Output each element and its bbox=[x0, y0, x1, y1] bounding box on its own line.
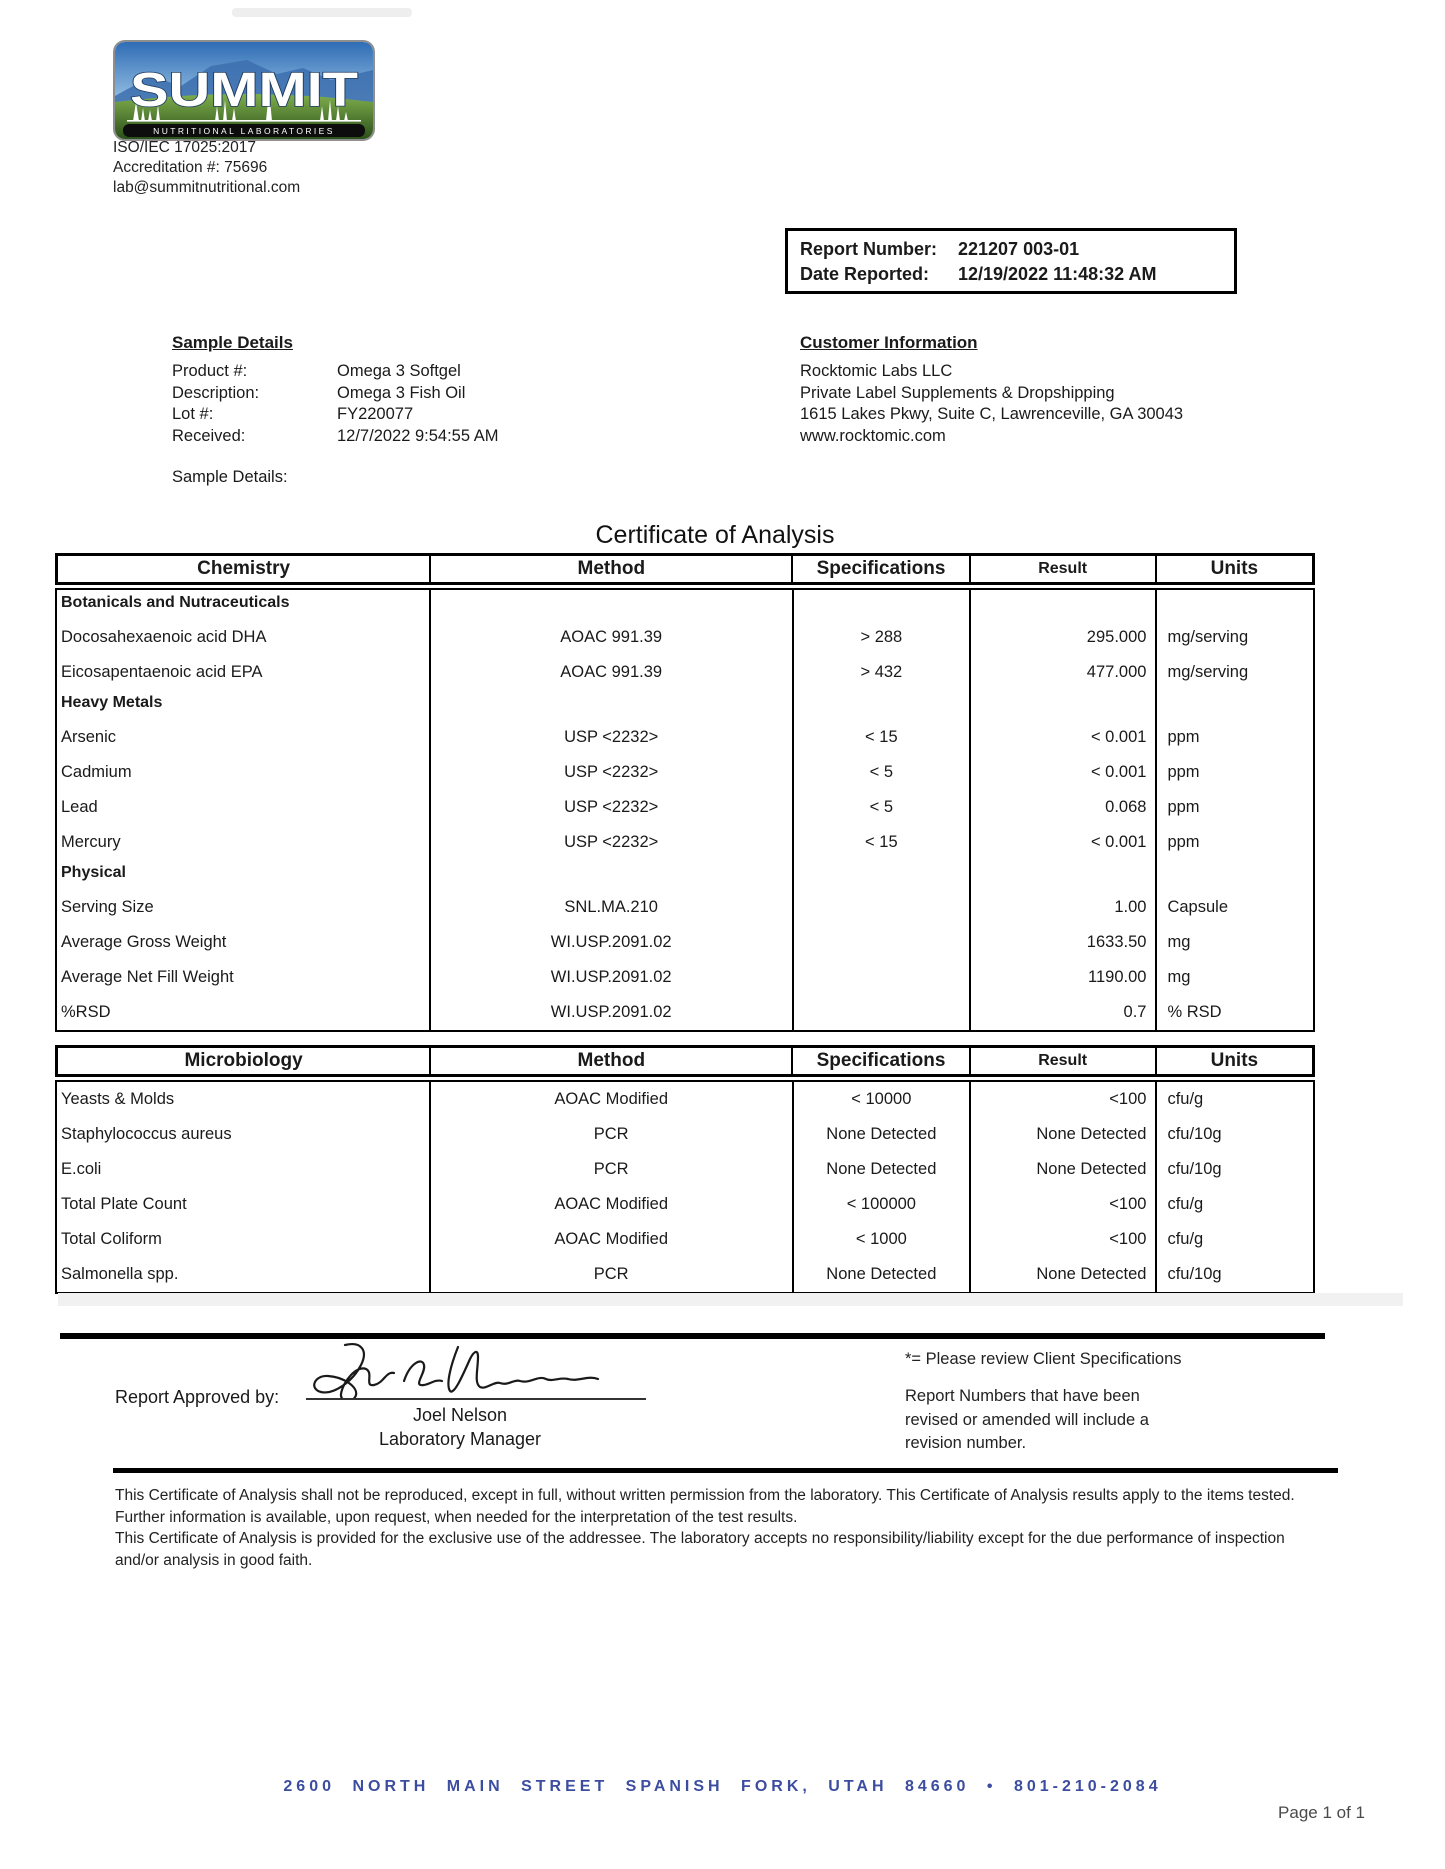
customer-line: 1615 Lakes Pkwy, Suite C, Lawrenceville, GA 30043 bbox=[800, 405, 1184, 423]
table-cell: USP <2232> bbox=[429, 720, 792, 755]
signature-image bbox=[295, 1337, 625, 1399]
table-row bbox=[57, 1187, 1313, 1222]
table-cell: mg bbox=[1155, 925, 1313, 960]
microbiology-table bbox=[55, 1045, 1315, 1294]
sample-details-extra-label: Sample Details: bbox=[172, 468, 288, 486]
table-cell: < 5 bbox=[792, 790, 969, 825]
table-cell: 477.000 bbox=[969, 655, 1155, 690]
lab-email: lab@summitnutritional.com bbox=[113, 179, 301, 196]
revision-note: Report Numbers that have been revised or amended will include a revision number. bbox=[905, 1387, 1149, 1452]
table-cell: USP <2232> bbox=[429, 825, 792, 860]
table-cell: Average Net Fill Weight bbox=[61, 968, 234, 986]
table-cell bbox=[792, 590, 969, 620]
client-specifications-note: *= Please review Client Specifications bbox=[905, 1350, 1182, 1368]
date-reported-label: Date Reported: bbox=[800, 263, 930, 284]
table-cell: < 5 bbox=[792, 755, 969, 790]
table-cell bbox=[792, 890, 969, 925]
signature-line bbox=[306, 1398, 646, 1400]
table-cell: None Detected bbox=[792, 1257, 969, 1292]
table-cell: AOAC Modified bbox=[429, 1082, 792, 1117]
divider-rule-bottom bbox=[113, 1468, 1338, 1473]
page-number: Page 1 of 1 bbox=[1278, 1803, 1365, 1822]
signer-name: Joel Nelson bbox=[412, 1405, 508, 1425]
table-cell bbox=[792, 960, 969, 995]
table-cell: 1190.00 bbox=[969, 960, 1155, 995]
table-cell: Eicosapentaenoic acid EPA bbox=[61, 663, 263, 681]
sample-field-row bbox=[172, 404, 642, 426]
table-cell: ppm bbox=[1155, 825, 1313, 860]
report-number-label: Report Number: bbox=[800, 238, 938, 259]
summit-logo bbox=[113, 40, 375, 141]
table-cell: Yeasts & Molds bbox=[61, 1090, 175, 1108]
column-header: Chemistry bbox=[197, 558, 291, 579]
table-cell: Serving Size bbox=[61, 898, 154, 916]
table-cell: cfu/10g bbox=[1155, 1117, 1313, 1152]
table-row bbox=[57, 1082, 1313, 1117]
table-cell bbox=[429, 690, 792, 720]
table-row bbox=[57, 1222, 1313, 1257]
table-cell: Arsenic bbox=[61, 728, 117, 746]
accreditation-line: Accreditation #: 75696 bbox=[113, 159, 268, 176]
table-cell: Cadmium bbox=[61, 763, 132, 781]
field-value: FY220077 bbox=[337, 405, 414, 423]
table-cell bbox=[792, 925, 969, 960]
column-header: Specifications bbox=[791, 1048, 968, 1074]
table-cell: mg bbox=[1155, 960, 1313, 995]
table-cell bbox=[792, 995, 969, 1030]
table-cell: E.coli bbox=[61, 1160, 102, 1178]
field-label: Description: bbox=[172, 383, 260, 402]
table-row bbox=[57, 995, 1313, 1030]
table-cell: Total Plate Count bbox=[61, 1195, 187, 1213]
table-cell: <100 bbox=[969, 1082, 1155, 1117]
signer-title: Laboratory Manager bbox=[378, 1429, 542, 1449]
table-cell: cfu/10g bbox=[1155, 1257, 1313, 1292]
table-cell: ppm bbox=[1155, 790, 1313, 825]
iso-line: ISO/IEC 17025:2017 bbox=[113, 139, 257, 156]
logo-tagline: NUTRITIONAL LABORATORIES bbox=[153, 126, 335, 136]
customer-line: Rocktomic Labs LLC bbox=[800, 362, 953, 380]
disclaimer-text bbox=[115, 1485, 1315, 1571]
report-approved-by-label: Report Approved by: bbox=[115, 1387, 280, 1407]
column-header: Microbiology bbox=[184, 1050, 303, 1071]
table-cell: ppm bbox=[1155, 755, 1313, 790]
table-cell bbox=[1155, 690, 1313, 720]
table-cell: Docosahexaenoic acid DHA bbox=[61, 628, 267, 646]
table-cell bbox=[969, 860, 1155, 890]
sample-field-row bbox=[172, 383, 642, 405]
table-cell: mg/serving bbox=[1155, 620, 1313, 655]
sample-details-section bbox=[172, 333, 642, 447]
table-cell: WI.USP.2091.02 bbox=[429, 995, 792, 1030]
table-cell: AOAC 991.39 bbox=[429, 655, 792, 690]
table-cell bbox=[429, 590, 792, 620]
table-cell: AOAC Modified bbox=[429, 1222, 792, 1257]
table-cell: AOAC 991.39 bbox=[429, 620, 792, 655]
table-cell: < 0.001 bbox=[969, 755, 1155, 790]
table-cell: Heavy Metals bbox=[61, 694, 163, 711]
table-cell: 1633.50 bbox=[969, 925, 1155, 960]
table-row bbox=[57, 1117, 1313, 1152]
table-cell: > 432 bbox=[792, 655, 969, 690]
table-cell: < 1000 bbox=[792, 1222, 969, 1257]
table-cell bbox=[969, 590, 1155, 620]
sample-field-row bbox=[172, 361, 642, 383]
field-label: Lot #: bbox=[172, 405, 214, 423]
customer-info-section bbox=[800, 333, 1360, 447]
table-cell: Botanicals and Nutraceuticals bbox=[61, 594, 290, 611]
column-header: Method bbox=[429, 1048, 791, 1074]
table-cell: mg/serving bbox=[1155, 655, 1313, 690]
column-header: Units bbox=[1155, 556, 1312, 582]
table-cell: 295.000 bbox=[969, 620, 1155, 655]
sample-details-title: Sample Details bbox=[172, 333, 293, 352]
report-number-value: 221207 003-01 bbox=[958, 238, 1080, 259]
table-cell: 0.068 bbox=[969, 790, 1155, 825]
table-row bbox=[57, 755, 1313, 790]
table-cell bbox=[792, 860, 969, 890]
table-cell: USP <2232> bbox=[429, 755, 792, 790]
category-row bbox=[57, 690, 1313, 720]
table-cell: 1.00 bbox=[969, 890, 1155, 925]
table-cell: AOAC Modified bbox=[429, 1187, 792, 1222]
table-cell bbox=[792, 690, 969, 720]
table-cell: PCR bbox=[429, 1117, 792, 1152]
table-row bbox=[57, 620, 1313, 655]
table-cell: < 0.001 bbox=[969, 720, 1155, 755]
table-cell: cfu/g bbox=[1155, 1222, 1313, 1257]
table-cell: WI.USP.2091.02 bbox=[429, 925, 792, 960]
disclaimer-paragraph-1: This Certificate of Analysis shall not be reproduced, except in full, without written permission from the laboratory. This Certificate of Analysis results apply to the items tested. Further information is available, upon request, when needed for the interpretation of the test results. bbox=[115, 1487, 1295, 1526]
column-header: Result bbox=[969, 1048, 1155, 1074]
summit-logo-graphic bbox=[115, 42, 373, 139]
table-cell: <100 bbox=[969, 1187, 1155, 1222]
table-cell: WI.USP.2091.02 bbox=[429, 960, 792, 995]
field-label: Received: bbox=[172, 426, 246, 445]
table-row bbox=[57, 1257, 1313, 1292]
table-cell: Salmonella spp. bbox=[61, 1265, 179, 1283]
table-cell: cfu/g bbox=[1155, 1187, 1313, 1222]
divider-rule-top bbox=[60, 1333, 1325, 1339]
table-cell: Capsule bbox=[1155, 890, 1313, 925]
table-cell: SNL.MA.210 bbox=[429, 890, 792, 925]
logo-wordmark: SUMMIT bbox=[130, 64, 358, 117]
table-row bbox=[57, 825, 1313, 860]
customer-info-title: Customer Information bbox=[800, 333, 978, 352]
table-cell: USP <2232> bbox=[429, 790, 792, 825]
report-number-row bbox=[800, 237, 1222, 261]
date-reported-row bbox=[800, 262, 1222, 286]
field-value: Omega 3 Fish Oil bbox=[337, 383, 466, 402]
table-cell: %RSD bbox=[61, 1003, 111, 1021]
table-cell: ppm bbox=[1155, 720, 1313, 755]
customer-line: Private Label Supplements & Dropshipping bbox=[800, 383, 1115, 402]
table-cell: None Detected bbox=[792, 1152, 969, 1187]
table-row bbox=[57, 790, 1313, 825]
column-header: Result bbox=[969, 556, 1155, 582]
table-cell: > 288 bbox=[792, 620, 969, 655]
scan-artifact bbox=[232, 8, 412, 17]
table-cell: None Detected bbox=[792, 1117, 969, 1152]
chemistry-table-header bbox=[55, 553, 1315, 585]
table-cell: Physical bbox=[61, 864, 126, 881]
table-cell: 0.7 bbox=[969, 995, 1155, 1030]
table-cell: None Detected bbox=[969, 1257, 1155, 1292]
table-row bbox=[57, 925, 1313, 960]
column-header: Method bbox=[429, 556, 791, 582]
table-cell: None Detected bbox=[969, 1117, 1155, 1152]
chemistry-table bbox=[55, 553, 1315, 1032]
field-value: 12/7/2022 9:54:55 AM bbox=[337, 426, 499, 445]
table-shadow-band bbox=[58, 1293, 1403, 1306]
table-cell: < 100000 bbox=[792, 1187, 969, 1222]
sample-field-row bbox=[172, 426, 642, 448]
field-label: Product #: bbox=[172, 362, 248, 380]
table-cell: <100 bbox=[969, 1222, 1155, 1257]
table-row bbox=[57, 960, 1313, 995]
table-cell: Staphylococcus aureus bbox=[61, 1125, 232, 1143]
lab-info bbox=[113, 138, 300, 198]
chemistry-table-body bbox=[55, 588, 1315, 1032]
table-row bbox=[57, 890, 1313, 925]
table-cell bbox=[969, 690, 1155, 720]
table-cell: Mercury bbox=[61, 833, 121, 851]
table-row bbox=[57, 1152, 1313, 1187]
column-header: Specifications bbox=[791, 556, 968, 582]
microbiology-table-header bbox=[55, 1045, 1315, 1077]
table-row bbox=[57, 720, 1313, 755]
disclaimer-paragraph-2: This Certificate of Analysis is provided for the exclusive use of the addressee. The laboratory accepts no responsibility/liability except for the due performance of inspection and/or analysis in good faith. bbox=[115, 1530, 1285, 1569]
table-cell: Total Coliform bbox=[61, 1230, 162, 1248]
table-cell bbox=[429, 860, 792, 890]
table-cell: PCR bbox=[429, 1152, 792, 1187]
customer-website: www.rocktomic.com bbox=[800, 426, 946, 445]
table-cell: Average Gross Weight bbox=[61, 933, 227, 951]
table-row bbox=[57, 655, 1313, 690]
table-cell: < 0.001 bbox=[969, 825, 1155, 860]
table-cell bbox=[1155, 590, 1313, 620]
table-cell: % RSD bbox=[1155, 995, 1313, 1030]
table-cell: < 15 bbox=[792, 825, 969, 860]
table-cell: cfu/g bbox=[1155, 1082, 1313, 1117]
table-cell: < 10000 bbox=[792, 1082, 969, 1117]
certificate-title: Certificate of Analysis bbox=[595, 521, 835, 549]
lab-address-footer: 2600 NORTH MAIN STREET SPANISH FORK, UTAH 84660 • 801-210-2084 bbox=[283, 1778, 1162, 1795]
table-cell: Lead bbox=[61, 798, 98, 816]
report-number-box bbox=[785, 228, 1237, 294]
table-cell bbox=[1155, 860, 1313, 890]
table-cell: < 15 bbox=[792, 720, 969, 755]
table-cell: cfu/10g bbox=[1155, 1152, 1313, 1187]
table-cell: PCR bbox=[429, 1257, 792, 1292]
table-cell: None Detected bbox=[969, 1152, 1155, 1187]
category-row bbox=[57, 860, 1313, 890]
category-row bbox=[57, 590, 1313, 620]
field-value: Omega 3 Softgel bbox=[337, 362, 461, 380]
microbiology-table-body bbox=[55, 1080, 1315, 1294]
date-reported-value: 12/19/2022 11:48:32 AM bbox=[958, 263, 1157, 284]
column-header: Units bbox=[1155, 1048, 1312, 1074]
